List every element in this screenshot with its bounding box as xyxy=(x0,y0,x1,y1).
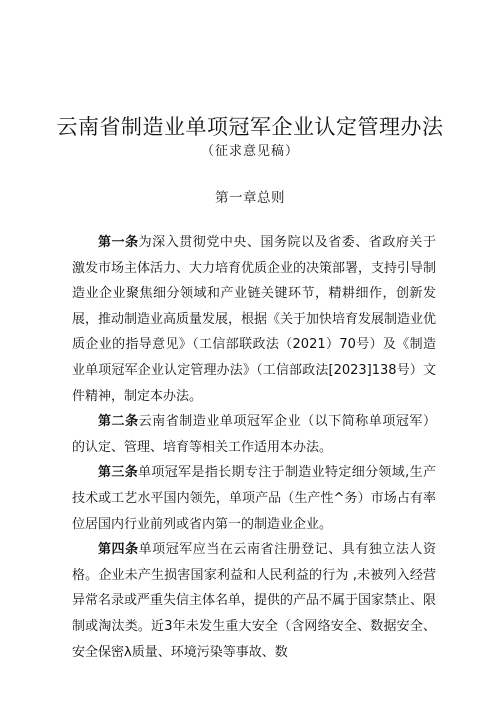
article-label: 第二条 xyxy=(98,414,139,430)
article-text: 为深入贯彻党中央、国务院以及省委、省政府关于激发市场主体活力、大力培育优质企业的决策部署，支持引导制造业企业聚焦细分领域和产业链关键环节，精耕细作，创新发展，推动制造业高质量发展，根据《关于加快培育发展制造业优质企业的指导意见》（工信部联政法（2021）70号）及《制造业单项冠军企业认定管理办法》（工信部政法[2023]138号）文件精神，制定本办法。 xyxy=(72,235,437,404)
article-text: 云南省制造业单项冠军企业（以下简称单项冠军）的认定、管理、培育等相关工作适用本办法。 xyxy=(72,414,436,455)
article-1 xyxy=(72,230,436,409)
article-label: 第三条 xyxy=(98,465,139,481)
chapter-heading: 第一章总则 xyxy=(215,190,285,206)
article-text: 单项冠军是指长期专注于制造业特定细分领域,生产技术或工艺水平国内领先，单项产品（生产性^务）市场占有率位居国内行业前列或省内第一的制造业企业。 xyxy=(72,465,436,532)
article-3 xyxy=(72,460,436,537)
article-4 xyxy=(72,537,436,665)
document-subtitle: （征求意见稿） xyxy=(200,144,299,159)
article-text: 单项冠军应当在云南省注册登记、具有独立法人资格。企业未产生损害国家利益和人民利益的行为 ,未被列入经营异常名录或严重失信主体名单，提供的产品不属于国家禁止、限制或淘汰类。近3年未发生重大安全（含网络安全、数据安全、安全保密λ质量、环境污染等事故、数 xyxy=(72,542,437,660)
article-2 xyxy=(72,409,436,460)
article-label: 第四条 xyxy=(98,542,139,558)
document-body xyxy=(72,230,436,665)
article-label: 第一条 xyxy=(98,235,139,250)
document-title: 云南省制造业单项冠军企业认定管理办法 xyxy=(56,115,444,139)
